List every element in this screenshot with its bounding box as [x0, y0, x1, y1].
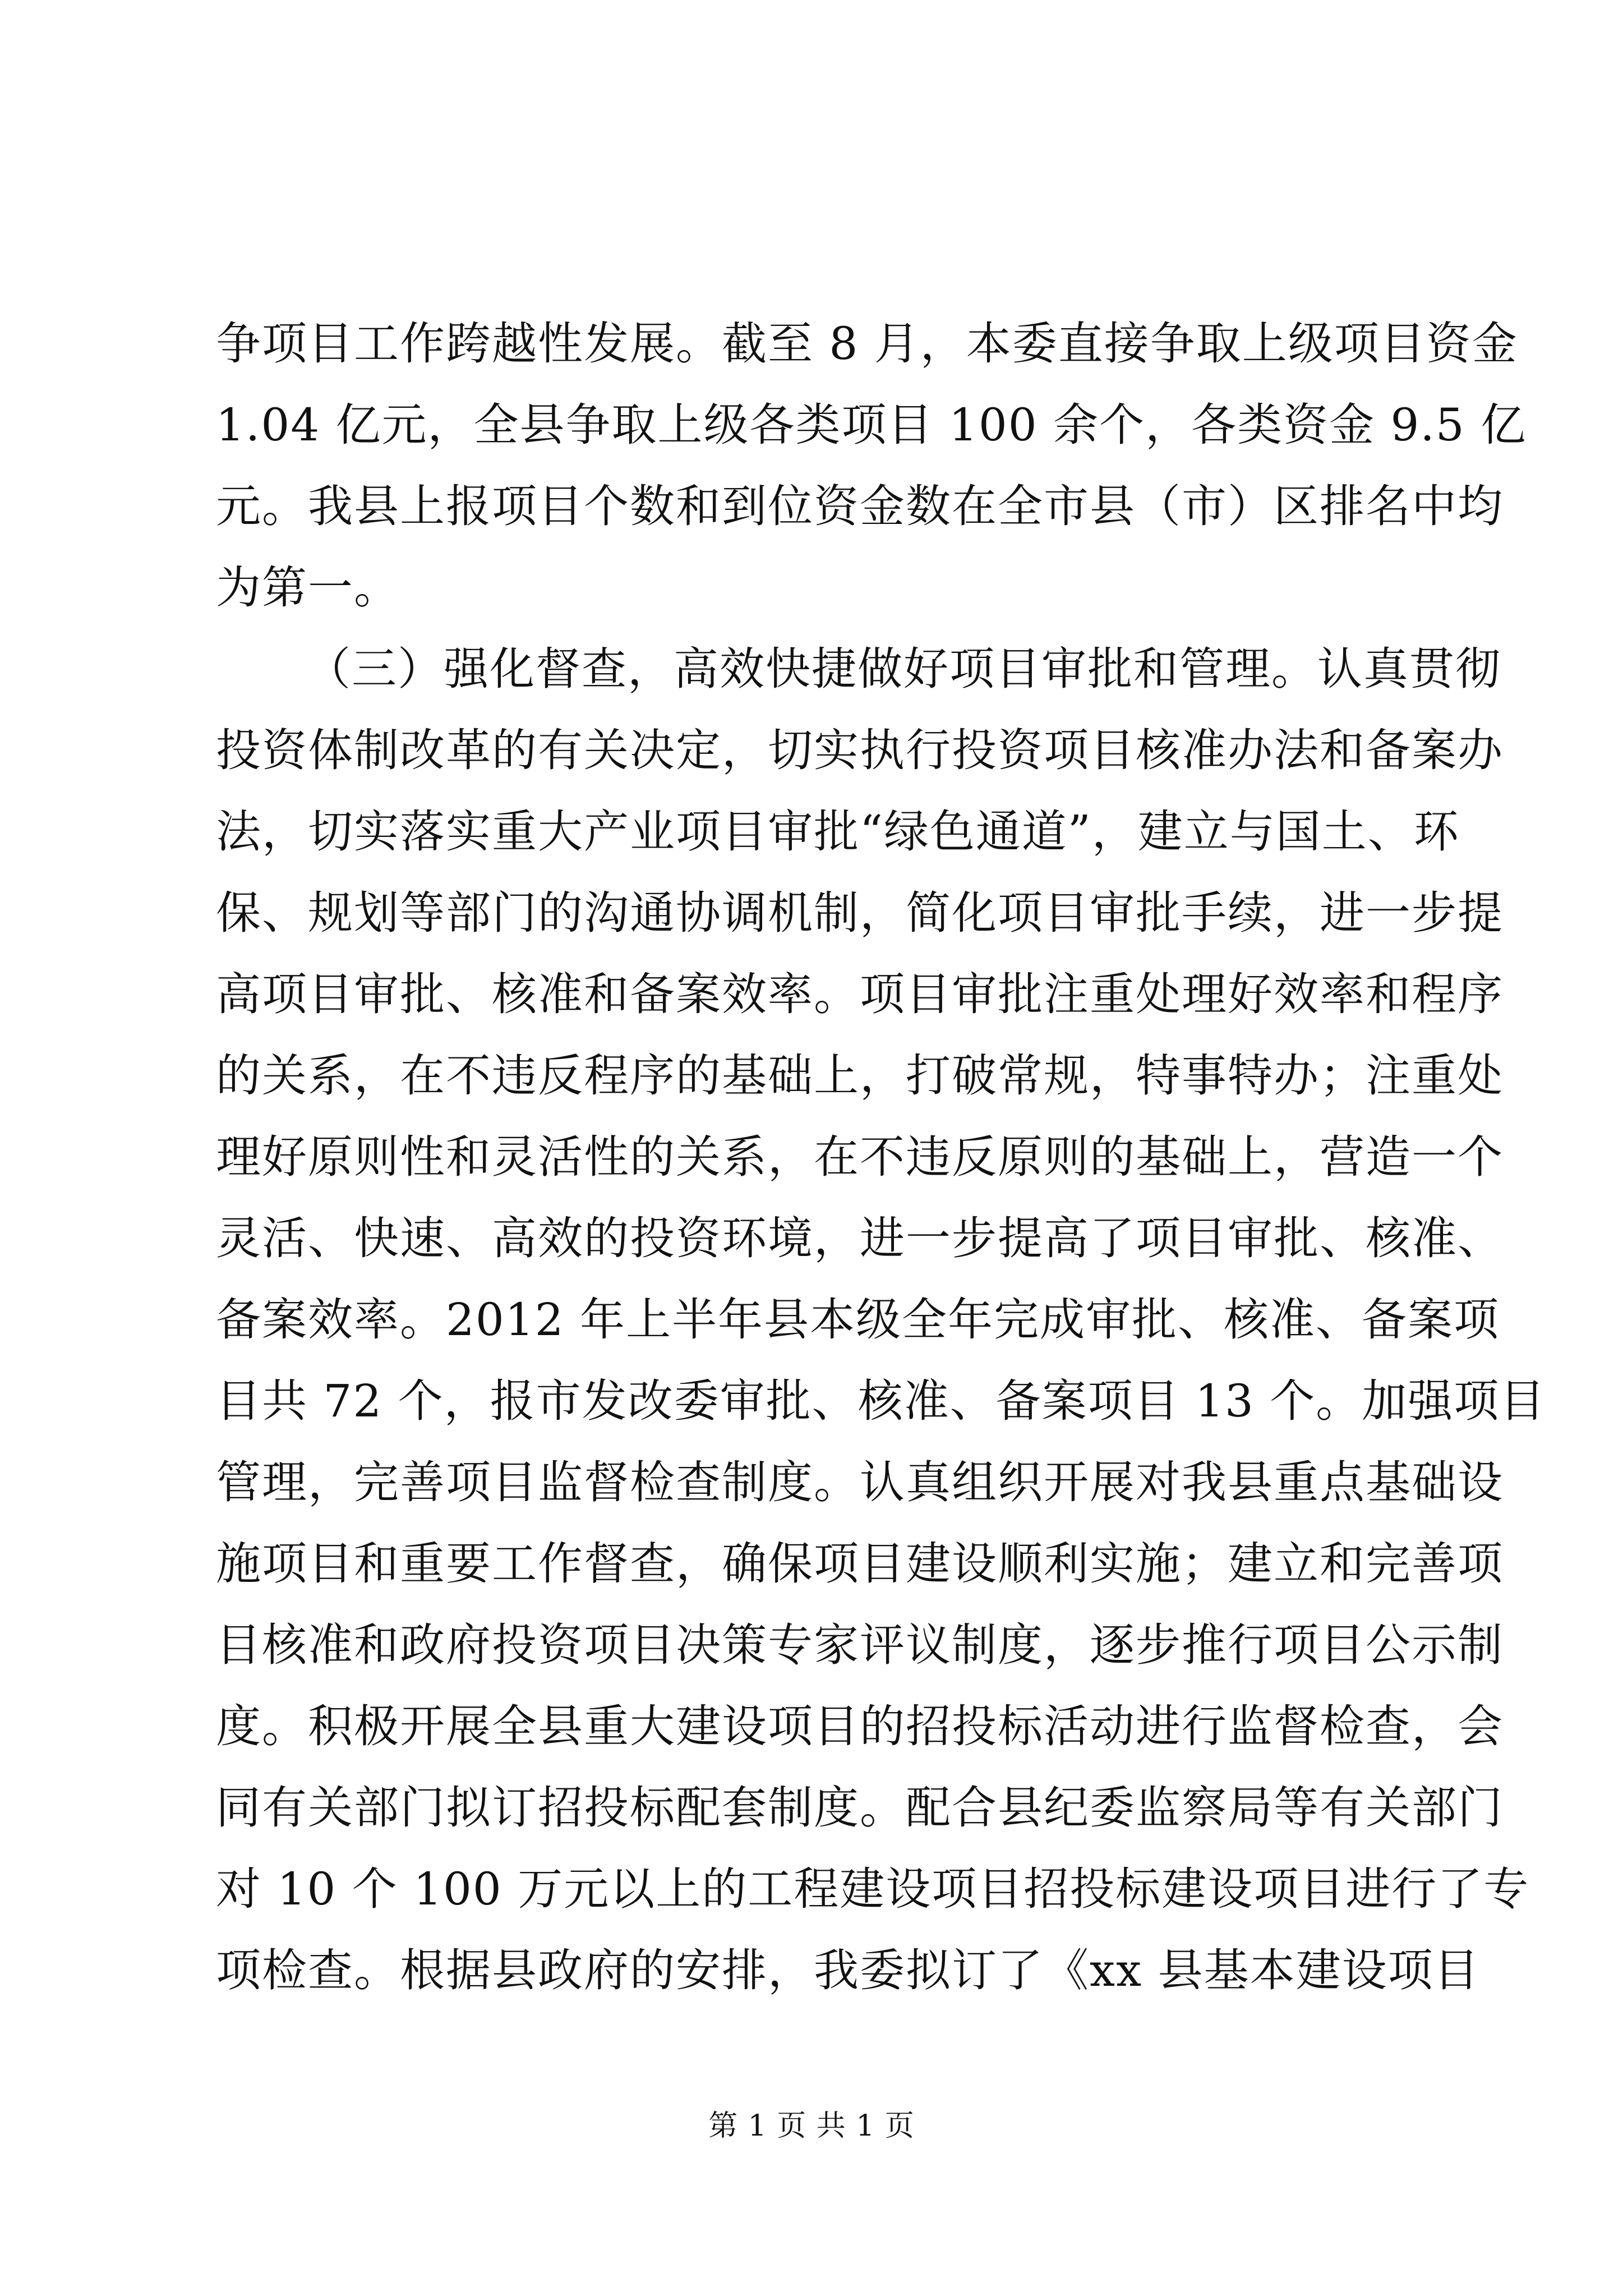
text-line: 目共 72 个，报市发改委审批、核准、备案项目 13 个。加强项目: [216, 1375, 1546, 1427]
text-line: 为第一。: [216, 562, 400, 614]
text-line: 对 10 个 100 万元以上的工程建设项目招投标建设项目进行了专: [216, 1863, 1530, 1915]
text-line: 同有关部门拟订招投标配套制度。配合县纪委监察局等有关部门: [216, 1782, 1504, 1834]
document-body: [216, 303, 1546, 2011]
text-line: 的关系，在不违反程序的基础上，打破常规，特事特办；注重处: [216, 1050, 1504, 1102]
text-line: 投资体制改革的有关决定，切实执行投资项目核准办法和备案办: [216, 724, 1504, 776]
text-line: 项检查。根据县政府的安排，我委拟订了《xx 县基本建设项目: [216, 1944, 1480, 1996]
text-line: 度。积极开展全县重大建设项目的招投标活动进行监督检查，会: [216, 1700, 1504, 1752]
paragraph-heading-line: （三）强化督查，高效快捷做好项目审批和管理。认真贯彻: [306, 643, 1501, 695]
text-line: 高项目审批、核准和备案效率。项目审批注重处理好效率和程序: [216, 968, 1504, 1020]
text-line: 管理，完善项目监督检查制度。认真组织开展对我县重点基础设: [216, 1456, 1504, 1508]
text-line: 法，切实落实重大产业项目审批“绿色通道”，建立与国土、环: [216, 806, 1460, 858]
text-line: 备案效率。2012 年上半年县本级全年完成审批、核准、备案项: [216, 1294, 1500, 1346]
page-number: 第 1 页 共 1 页: [708, 2109, 915, 2143]
text-line: 争项目工作跨越性发展。截至 8 月，本委直接争取上级项目资金: [216, 318, 1518, 370]
text-line: 理好原则性和灵活性的关系，在不违反原则的基础上，营造一个: [216, 1131, 1504, 1183]
text-line: 施项目和重要工作督查，确保项目建设顺利实施；建立和完善项: [216, 1538, 1504, 1590]
text-line: 目核准和政府投资项目决策专家评议制度，逐步推行项目公示制: [216, 1619, 1504, 1671]
text-line: 保、规划等部门的沟通协调机制，简化项目审批手续，进一步提: [216, 887, 1504, 939]
text-line: 1.04 亿元，全县争取上级各类项目 100 余个，各类资金 9.5 亿: [216, 399, 1527, 451]
page-footer: [0, 2109, 1623, 2143]
text-line: 元。我县上报项目个数和到位资金数在全市县（市）区排名中均: [216, 480, 1504, 532]
text-line: 灵活、快速、高效的投资环境，进一步提高了项目审批、核准、: [216, 1212, 1504, 1264]
